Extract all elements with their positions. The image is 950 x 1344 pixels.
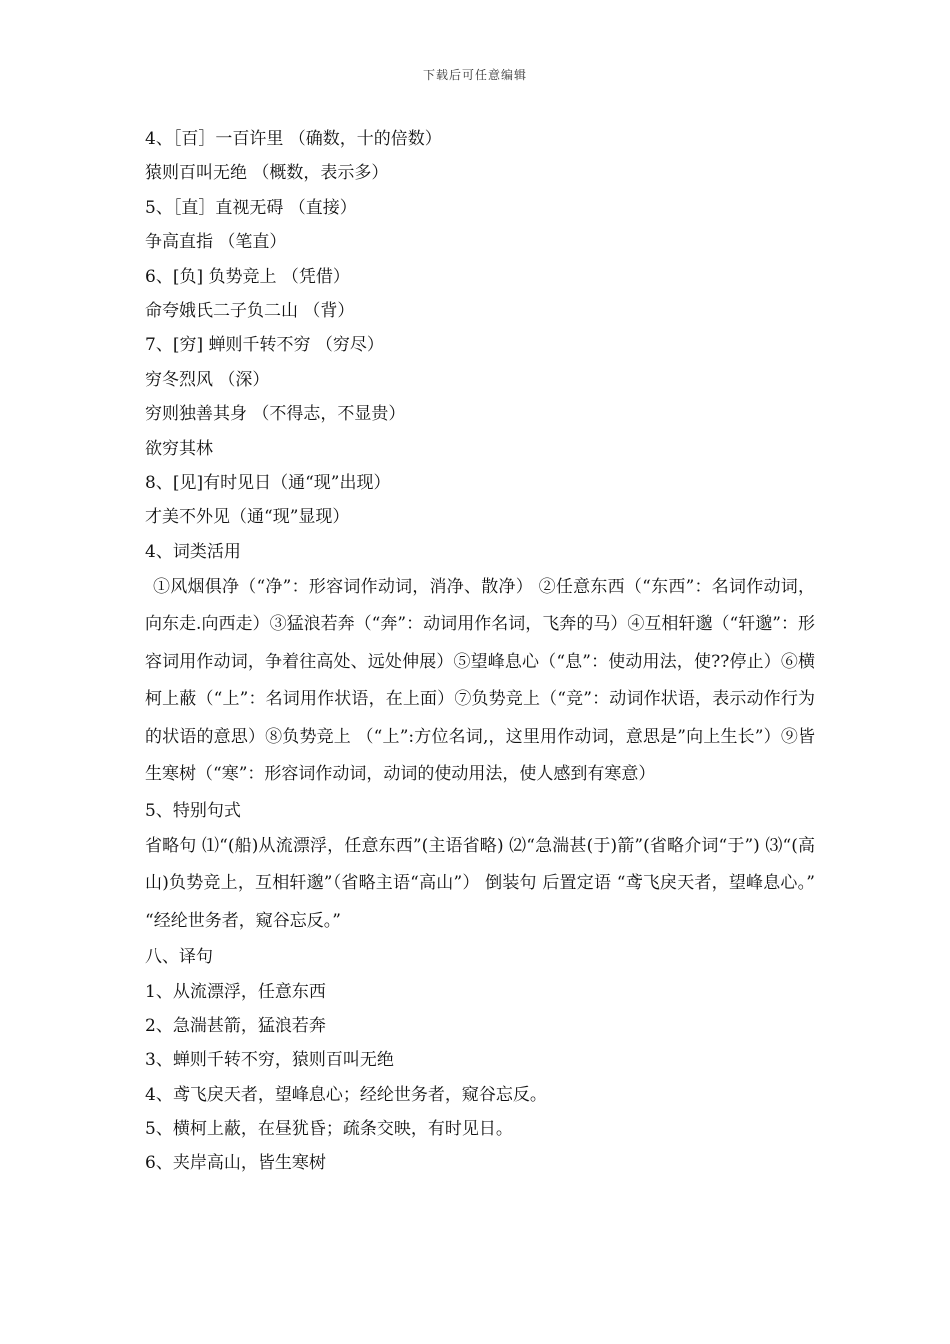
text-line: 争高直指 （笔直） [145, 232, 287, 253]
text-line: 6、[负] 负势竞上 （凭借） [145, 266, 350, 287]
text-line: 4、鸢飞戾天者，望峰息心；经纶世务者，窥谷忘反。 [145, 1084, 547, 1105]
text-line: 5、［直］直视无碍 （直接） [145, 197, 357, 218]
text-line: 3、蝉则千转不穷，猿则百叫无绝 [145, 1050, 394, 1071]
text-line: 欲穷其林 [145, 438, 213, 459]
document-body [145, 122, 815, 1181]
text-line: 8、[见]有时见日（通“现”出现） [145, 472, 391, 493]
text-line: 5、横柯上蔽，在昼犹昏；疏条交映，有时见日。 [145, 1119, 513, 1140]
section-heading-yiju: 八、译句 [145, 947, 213, 968]
paragraph-cilei-huoyong: ①风烟俱净（“净”：形容词作动词，消净、散净） ②任意东西（“东西”：名词作动词，向东走.向西走）③猛浪若奔（“奔”：动词用作名词，飞奔的马）④互相轩邈（“轩邈”：形容词用作动词，争着往高处、远处伸展）⑤望峰息心（“息”：使动用法，使??停止）⑥横柯上蔽（“上”：名词用作状语，在上面）⑦负势竞上（“竞”：动词作状语，表示动作行为的状语的意思）⑧负势竞上 （“上”:方位名词,，这里用作动词，意思是”向上生长”）⑨皆生寒树（“寒”：形容词作动词，动词的使动用法，使人感到有寒意） [145, 577, 815, 785]
text-line: 2、急湍甚箭，猛浪若奔 [145, 1015, 326, 1036]
text-line: 穷冬烈风 （深） [145, 369, 270, 390]
text-line: 猿则百叫无绝 （概数，表示多） [145, 163, 389, 184]
section-heading-teshu: 5、特别句式 [145, 800, 241, 821]
text-line: 1、从流漂浮，任意东西 [145, 981, 326, 1002]
text-line: 才美不外见（通“现”显现） [145, 507, 350, 528]
text-line: 穷则独善其身 （不得志，不显贵） [145, 404, 406, 425]
paragraph-teshu-jushi: 省略句 ⑴“(船)从流漂浮，任意东西”(主语省略) ⑵“急湍甚(于)箭”(省略介词“于”) ⑶“(高山)负势竞上，互相轩邈”（省略主语“高山”） 倒装句 后置定语 “鸢飞戾天者，望峰息心。” “经纶世务者，窥谷忘反。” [145, 835, 815, 931]
section-heading-cilei: 4、词类活用 [145, 541, 241, 562]
page-header-note: 下载后可任意编辑 [422, 68, 527, 82]
text-line: 4、［百］一百许里 （确数，十的倍数） [145, 129, 442, 149]
text-line: 6、夹岸高山，皆生寒树 [145, 1153, 326, 1174]
text-line: 7、[穷] 蝉则千转不穷 （穷尽） [145, 335, 384, 356]
text-line: 命夸娥氏二子负二山 （背） [145, 300, 355, 321]
